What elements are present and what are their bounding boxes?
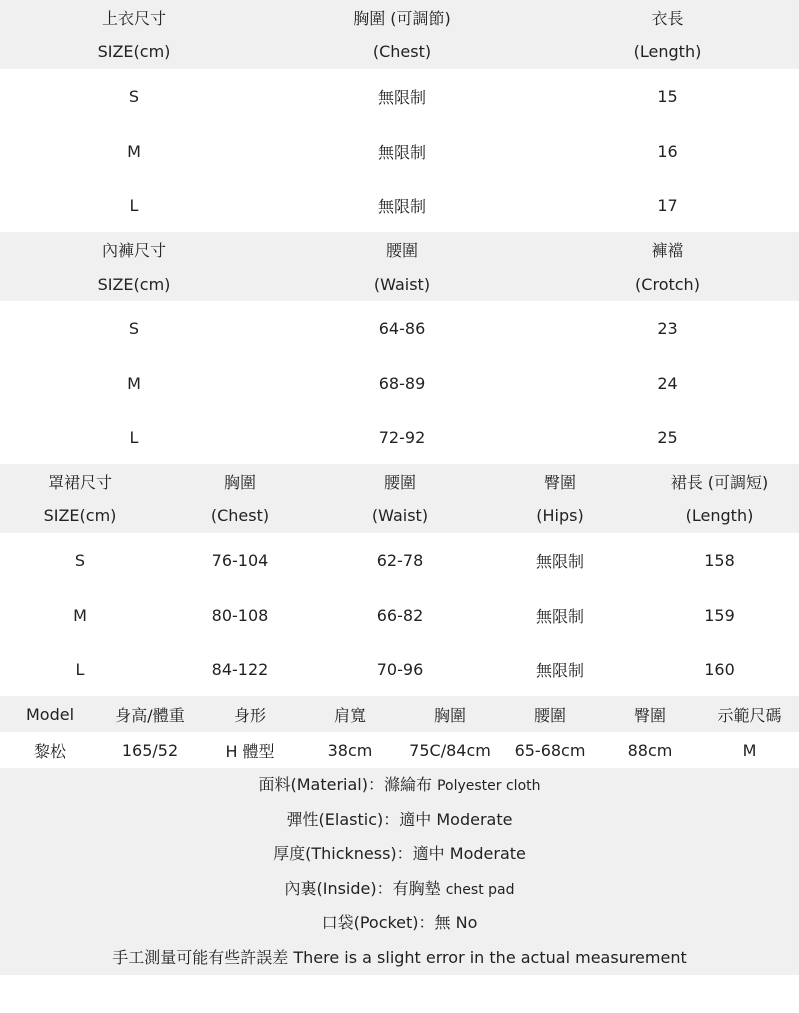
waist-cell: 64-86 xyxy=(378,319,426,338)
top-table-header xyxy=(0,0,799,69)
hips-cell: 無限制 xyxy=(535,660,584,680)
waist-cell: 68-89 xyxy=(378,373,426,393)
header-cell: (Hips) xyxy=(536,506,584,525)
size-cell: L xyxy=(129,427,139,447)
header-cell: (Length) xyxy=(685,506,754,525)
pocket-value: No xyxy=(455,913,478,932)
header-cell: 裙長 (可調短) xyxy=(670,472,769,492)
waist-cell: 70-96 xyxy=(376,659,424,679)
hips-cell: 無限制 xyxy=(535,606,584,626)
model-row xyxy=(0,732,799,768)
table-row xyxy=(0,178,799,232)
material-note xyxy=(0,768,799,803)
chest-cell: 84-122 xyxy=(211,659,269,679)
table-row xyxy=(0,642,799,696)
model-name: 黎松 xyxy=(33,741,66,761)
waist: 65-68cm xyxy=(514,740,586,760)
table-row xyxy=(0,410,799,464)
header-cell: Model xyxy=(25,704,75,724)
inside-label: 內裏(Inside)：有胸墊 xyxy=(284,878,441,898)
material-label: 面料(Material)：滌綸布 xyxy=(258,775,432,794)
body-shape: H 體型 xyxy=(225,741,275,761)
header-cell: 胸圍 (可調節) xyxy=(353,8,451,28)
crotch-cell: 23 xyxy=(657,319,678,338)
table-row xyxy=(0,588,799,642)
length-cell: 158 xyxy=(704,551,735,570)
hips: 88cm xyxy=(627,740,673,760)
header-cell: 臀圍 xyxy=(633,705,666,725)
bottoms-size-table xyxy=(0,232,799,464)
header-cell: 胸圍 xyxy=(433,705,466,725)
header-cell: (Chest) xyxy=(372,42,432,61)
length-cell: 159 xyxy=(704,605,735,625)
disclaimer-en: There is a slight error in the actual measurement xyxy=(293,947,687,967)
header-cell: 腰圍 xyxy=(533,705,566,725)
header-cell: SIZE(cm) xyxy=(43,506,117,525)
chest-cell: 80-108 xyxy=(211,605,269,625)
crotch-cell: 25 xyxy=(657,427,678,447)
model-info-table xyxy=(0,696,799,768)
size-cell: S xyxy=(128,87,140,106)
header-cell: 罩裙尺寸 xyxy=(47,472,112,492)
header-cell: (Crotch) xyxy=(635,274,700,294)
header-cell: (Waist) xyxy=(371,506,429,525)
size-cell: M xyxy=(127,141,141,161)
height-weight: 165/52 xyxy=(121,740,179,760)
thickness-note xyxy=(0,837,799,872)
disclaimer-zh: 手工測量可能有些許誤差 xyxy=(112,947,289,967)
header-cell: 上衣尺寸 xyxy=(101,8,166,28)
table-row xyxy=(0,124,799,178)
table-row xyxy=(0,356,799,410)
chest-cell: 無限制 xyxy=(377,196,426,216)
header-cell: 腰圍 xyxy=(385,241,418,260)
header-cell: 示範尺碼 xyxy=(717,705,782,725)
chest-cell: 無限制 xyxy=(377,142,426,162)
waist-cell: 62-78 xyxy=(376,551,424,570)
thickness-label: 厚度(Thickness)：適中 xyxy=(273,844,445,863)
header-cell: 胸圍 xyxy=(223,472,256,492)
header-cell: (Length) xyxy=(633,42,702,61)
header-cell: 衣長 xyxy=(651,8,684,28)
bottoms-table-header xyxy=(0,232,799,301)
header-cell: SIZE(cm) xyxy=(97,42,171,61)
table-row xyxy=(0,69,799,124)
header-cell: 身高/體重 xyxy=(100,703,200,726)
header-cell: 身形 xyxy=(233,705,266,725)
header-cell: (Waist) xyxy=(373,274,431,294)
hips-cell: 無限制 xyxy=(535,552,584,571)
header-cell: (Chest) xyxy=(210,506,270,525)
table-row xyxy=(0,533,799,588)
chest-cell: 無限制 xyxy=(377,88,426,107)
crotch-cell: 24 xyxy=(657,373,678,393)
inside-note xyxy=(0,872,799,907)
header-cell: 褲襠 xyxy=(651,241,684,260)
length-cell: 17 xyxy=(657,195,678,215)
pocket-note xyxy=(0,906,799,941)
demo-size: M xyxy=(742,740,757,760)
chest-cell: 76-104 xyxy=(211,551,269,570)
header-cell: 內褲尺寸 xyxy=(101,241,166,260)
skirt-table-header xyxy=(0,464,799,533)
table-row xyxy=(0,301,799,356)
size-cell: L xyxy=(75,659,85,679)
length-cell: 160 xyxy=(704,659,735,679)
top-size-table xyxy=(0,0,799,232)
header-cell: 臀圍 xyxy=(543,472,576,492)
bust: 75C/84cm xyxy=(409,740,491,760)
elastic-label: 彈性(Elastic)：適中 xyxy=(286,809,432,829)
length-cell: 15 xyxy=(657,87,678,106)
pocket-label: 口袋(Pocket)：無 xyxy=(321,913,451,932)
inside-value: chest pad xyxy=(445,881,515,898)
elastic-note xyxy=(0,803,799,838)
shoulder-width: 38cm xyxy=(327,740,373,760)
size-cell: S xyxy=(128,319,140,338)
waist-cell: 66-82 xyxy=(376,605,424,625)
elastic-value: Moderate xyxy=(436,809,513,829)
size-cell: M xyxy=(127,373,141,393)
header-cell: SIZE(cm) xyxy=(97,274,171,294)
measurement-disclaimer xyxy=(0,941,799,976)
skirt-size-table xyxy=(0,464,799,696)
thickness-value: Moderate xyxy=(449,844,526,863)
waist-cell: 72-92 xyxy=(378,427,426,447)
size-cell: S xyxy=(74,551,86,570)
length-cell: 16 xyxy=(657,141,678,161)
header-cell: 肩寬 xyxy=(333,705,366,725)
size-cell: L xyxy=(129,195,139,215)
fabric-notes xyxy=(0,768,799,975)
header-cell: 腰圍 xyxy=(383,472,416,492)
model-table-header xyxy=(0,696,799,732)
material-value: Polyester cloth xyxy=(437,778,541,794)
size-cell: M xyxy=(73,605,87,625)
